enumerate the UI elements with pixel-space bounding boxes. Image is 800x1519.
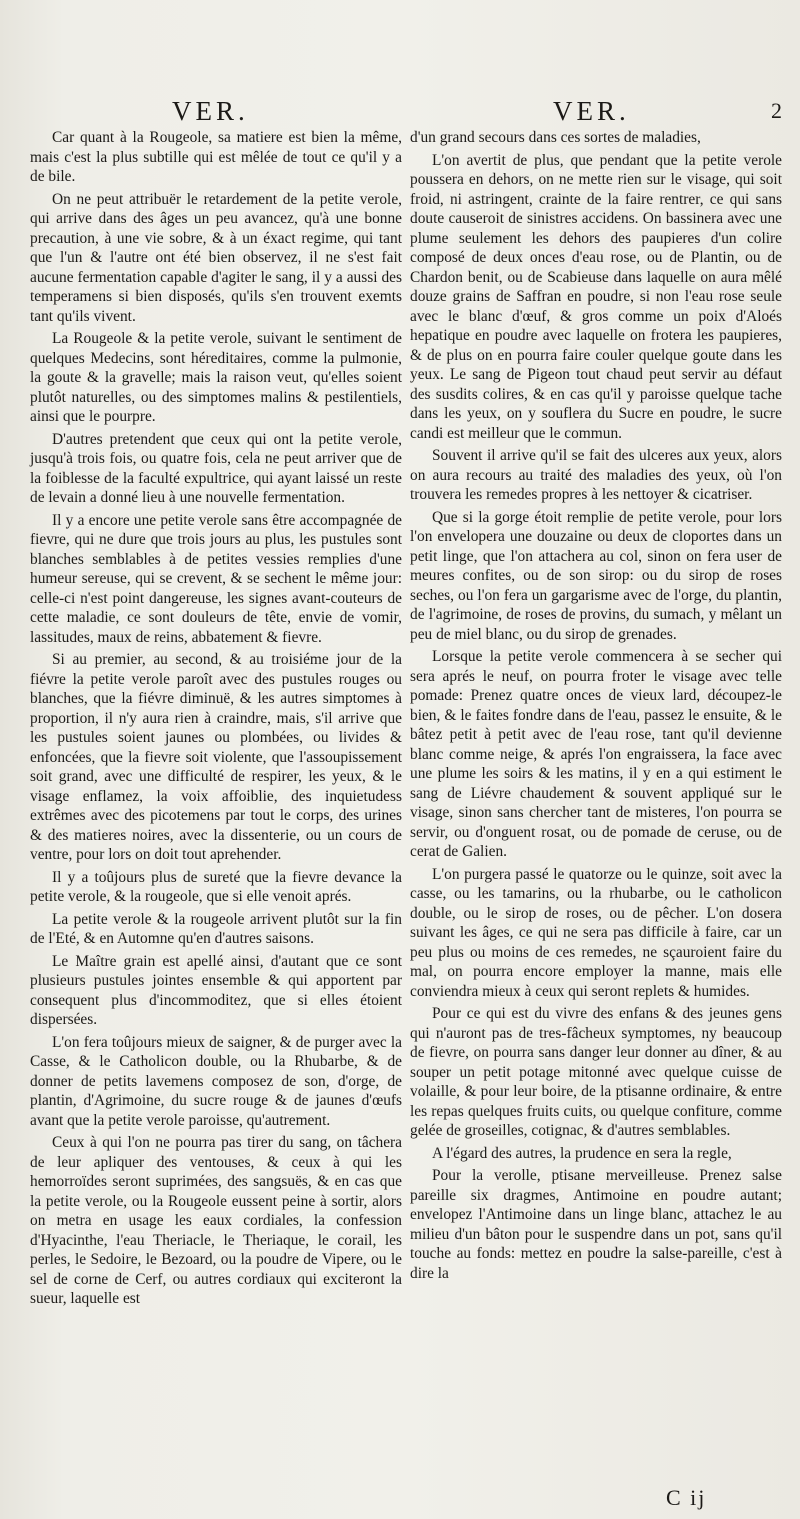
left-column: [30, 128, 402, 1501]
paragraph: Si au premier, au second, & au troisiéme jour de la fiévre la petite verole paroît avec des pustules rouges ou blanches, que la fiévre diminuë, & les autres simptomes à proportion, il n'y aura rien à craindre, mais, s'il arrive que les pustules soient jaunes ou plombées, ou livides & enfoncées, que la fievre soit violente, que l'assoupissement soit grand, avec une difficulté de respirer, les yeux, & le visage enflamez, la voix affoiblie, des inquietudess extrêmes avec des picotemens par tout le corps, des urines & des matieres noires, avec la dissenterie, ou un cours de ventre, pour lors on doit tout aprehender.: [30, 651, 402, 863]
paragraph: Pour la verolle, ptisane merveilleuse. Prenez salse pareille six dragmes, Antimoine en poudre autant; envelopez l'Antimoine dans un linge blanc, attachez le au milieu d'un bâton pour le suspendre dans un pot, sans qu'il touche au fonds: mettez en poudre la salse-pareille, c'est à dire la: [410, 1167, 782, 1282]
paragraph: Le Maître grain est apellé ainsi, d'autant que ce sont plusieurs pustules jointes ensemble & qui apportent par consequent plus d'incommoditez, que si elles étoient dispersées.: [30, 952, 402, 1028]
paragraph: Ceux à qui l'on ne pourra pas tirer du sang, on tâchera de leur apliquer des ventouses, & ceux à qui les hemorroïdes seront suprimées, des sangsuës, & en cas que la petite verole, ou la Rougeole eussent peine à sortir, alors on metra en usage les eaux cordiales, la confession d'Hyacinthe, l'eau Theriacle, le Theriaque, le corail, les perles, le Sedoire, le Bezoard, ou la poudre de Vipere, ou le sel de corne de Cerf, ou autres cordiaux qui exciteront la sueur, laquelle est: [30, 1134, 402, 1307]
paragraph: La petite verole & la rougeole arrivent plutôt sur la fin de l'Eté, & en Automne qu'en d'autres saisons.: [30, 910, 402, 947]
right-column: [410, 128, 782, 1501]
paragraph: L'on fera toûjours mieux de saigner, & de purger avec la Casse, & le Catholicon double, ou la Rhubarbe, & de donner de petits lavemens composez de son, d'orge, de plantin, d'Agrimoine, du sucre rouge & de jaunes d'œufs avant que la petite verole paroisse, qu'autrement.: [30, 1033, 402, 1129]
paragraph: Il y a toûjours plus de sureté que la fievre devance la petite verole, & la rougeole, que si elle venoit aprés.: [30, 868, 402, 905]
paragraph: A l'égard des autres, la prudence en sera la regle,: [432, 1144, 732, 1162]
running-title-right: VER.: [553, 96, 630, 126]
running-title-left: VER.: [172, 96, 249, 126]
paragraph: Lorsque la petite verole commencera à se secher qui sera aprés le neuf, on pourra froter le visage avec telle pomade: Prenez quatre onces de vieux lard, découpez-le bien, & le faites fondre dans de l'eau, passez le ensuite, & le bâtez petit à petit avec de l'eau rose, tant qu'il devienne blanc comme neige, & aprés l'on engraissera, la face avec une plume les soirs & les matins, il y en a qui estiment le sang de Liévre chaudement & souvent appliqué sur le visage, sinon sans chercher tant de misteres, l'on pourra se servir, ou d'onguent rosat, ou de pomade de ceruse, ou de cerat de Galien.: [410, 648, 782, 860]
paragraph: D'autres pretendent que ceux qui ont la petite verole, jusqu'à trois fois, ou quatre fois, cela ne peut arriver que de la foiblesse de la faculté expultrice, qui ayant laissé un reste de levain a donné lieu à une nouvelle fermentation.: [30, 430, 402, 506]
signature-mark: C ij: [666, 1485, 707, 1510]
paragraph: Il y a encore une petite verole sans être accompagnée de fievre, qui ne dure que trois jours au plus, les pustules sont blanches semblables à de petites vessies remplies d'une humeur sereuse, qui se crevent, & se sechent le même jour: celle-ci n'est point dangereuse, les signes avant-couteurs de cette maladie, ce sont douleurs de tête, envie de vomir, lassitudes, maux de reins, abbatement & fievre.: [30, 511, 402, 646]
paragraph: L'on purgera passé le quatorze ou le quinze, soit avec la casse, ou les tamarins, ou la rhubarbe, ou le catholicon double, ou le sirop de roses, ou de pêcher. L'on dosera suivant les âges, ce qui ne sera pas difficile à faire, car un peu plus ou moins de ces remedes, ne sçauroient faire du mal, on pourra encore employer la manne, mais elle conviendra mieux à ceux qui seront replets & humides.: [410, 865, 782, 1000]
paragraph: Que si la gorge étoit remplie de petite verole, pour lors l'on envelopera une douzaine ou deux de cloportes dans un petit linge, que l'on attachera au col, sinon on fera user de meures confites, ou de son sirop: ou du sirop de roses seches, ou l'on fera un gargarisme avec de l'orge, du plantin, de l'agrimoine, de roses de provins, du sumach, y mêlant un peu de miel blanc, ou du sirop de grenades.: [410, 508, 782, 643]
page-number: 2: [771, 98, 782, 123]
paragraph-continued: d'un grand secours dans ces sortes de maladies,: [410, 129, 701, 146]
paragraph: Souvent il arrive qu'il se fait des ulceres aux yeux, alors on aura recours au traité des maladies des yeux, où l'on trouvera les remedes propres à les nettoyer & cicatriser.: [410, 447, 782, 503]
paragraph: On ne peut attribuër le retardement de la petite verole, qui arrive dans des âges un peu avancez, qu'à une bonne precaution, à une vie sobre, & à un éxact regime, qui tant que l'un & l'autre ont été bien observez, il ne s'est fait aucune fermentation capable d'agiter le sang, il y a aussi des temperamens si bien disposés, qu'ils s'en trouvent exemts tant qu'ils vivent.: [30, 190, 402, 325]
paragraph: La Rougeole & la petite verole, suivant le sentiment de quelques Medecins, sont héreditaires, comme la pulmonie, la goute & la gravelle; mais la raison veut, qu'elles soient plutôt naturelles, ou des simptomes malins & pestilentiels, ainsi que le pourpre.: [30, 330, 402, 425]
paragraph: L'on avertit de plus, que pendant que la petite verole poussera en dehors, on ne mette rien sur le visage, qui soit froid, ni astringent, crainte de la faire rentrer, ce qui sans doute causeroit de sinistres accidens. On bassinera avec une plume seulement les dehors des paupieres d'un colire composé de deux onces d'eau rose, ou de Plantin, ou de Chardon benit, ou de Scabieuse dans laquelle on aura mêlé douze grains de Saffran en poudre, si non l'eau rose seule avec le blanc d'œuf, & gros comme un poix d'Aloés hepatique en poudre avec laquelle on frotera les paupieres, & de plus on en pourra faire couler quelque goute dans les yeux. Le sang de Pigeon tout chaud peut servir au défaut des susdits colires, & en cas qu'il y paroisse quelque tache dans les yeux, on y souflera du Sucre en poudre, le sucre candi est meilleur que le commun.: [410, 151, 782, 442]
paragraph: Pour ce qui est du vivre des enfans & des jeunes gens qui n'auront pas de tres-fâcheux symptomes, ny beaucoup de fievre, on pourra sans danger leur donner au dîner, & au souper un petit potage mitonné avec quelque cuisse de volaille, & pour leur boire, de la ptisanne ordinaire, & entre les repas quelques fruits cuits, ou quelque confiture, comme gelée de groseilles, cotignac, & d'autres semblables.: [410, 1005, 782, 1139]
page-header: [0, 96, 800, 126]
paragraph: Car quant à la Rougeole, sa matiere est bien la même, mais c'est la plus subtille qui est mêlée de tout ce qu'il y a de bile.: [30, 129, 402, 185]
